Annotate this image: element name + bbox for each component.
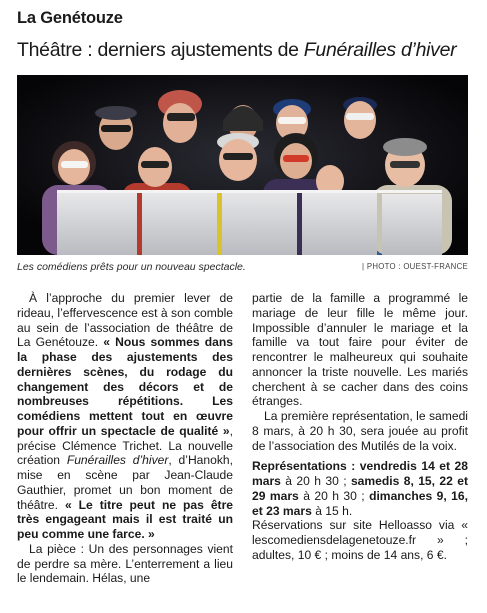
performances-saturdays: samedis 8, 15, 22 et 29 mars: [252, 474, 468, 503]
photo-credit: | PHOTO : OUEST-FRANCE: [362, 262, 468, 271]
performances-time-2: à 20 h 30 ;: [298, 488, 370, 503]
article-paragraph-plot-continued: partie de la famille a programmé le mariage de leur fille le même jour. Impossible d’annuler le mariage et la famille va tout faire pour éviter de rencontrer le malheureux qui souhaite annoncer la triste nouvelle. Les mariés cherchent à se cacher dans des coins étranges.: [252, 291, 468, 409]
actors-photo-illustration: [17, 75, 468, 255]
kicker: La Genétouze: [17, 9, 123, 27]
article-paragraph-premiere: La première représentation, le samedi 8 mars, à 20 h 30, sera jouée au profit de l’association des Mutilés de la voix.: [252, 409, 468, 453]
play-title: Funérailles d’hiver: [66, 453, 169, 468]
article-column-right: [252, 291, 468, 563]
performances-label: Représentations : vendredis 14 et 28 mars: [252, 459, 468, 488]
reservations-info: Réservations sur site Helloasso via « lescomediensdelagenetouze.fr » ; adultes, 10 € ; moins de 14 ans, 6 €.: [252, 518, 468, 562]
quote-1: « Nous sommes dans la phase des ajustements des dernières scènes, du rodage du changement des décors et de nombreuses répétitions. Les comédiens mettent tout en œuvre pour offrir un spectacle de qualité »: [17, 335, 234, 438]
headline: [17, 39, 477, 62]
performances-sundays: dimanches 9, 16, et 23 mars: [252, 488, 468, 518]
quote-2: « Le titre peut ne pas être très engageant mais il est traité un peu comme une farce. »: [17, 497, 234, 541]
caption-text: Les comédiens prêts pour un nouveau spectacle.: [17, 261, 246, 273]
photo-caption: [17, 261, 468, 275]
headline-text: Théâtre : derniers ajustements de: [17, 39, 304, 61]
performances-time-1: à 20 h 30 ;: [280, 474, 351, 488]
attribution-text: , précise Clémence Trichet. La nouvelle création: [17, 423, 233, 468]
intro-text: À l’approche du premier lever de rideau, l’effervescence est à son comble au sein de l’association de théâtre de La Genétouze.: [17, 291, 233, 350]
article-photo: [17, 75, 468, 255]
article-paragraph-plot: La pièce : Un des personnages vient de perdre sa mère. L’enterrement a lieu le lendemain. Hélas, une: [17, 541, 233, 586]
performances-time-3: à 15 h.: [311, 503, 353, 518]
article-paragraph-intro: [17, 291, 233, 542]
article-column-left: [17, 291, 233, 586]
director-text: , d’Hanokh, mise en scène par Jean-Claude Gauthier, promet un bon moment de théâtre.: [17, 453, 233, 512]
performances-info: [252, 459, 468, 518]
headline-play-title: Funérailles d’hiver: [303, 39, 457, 61]
